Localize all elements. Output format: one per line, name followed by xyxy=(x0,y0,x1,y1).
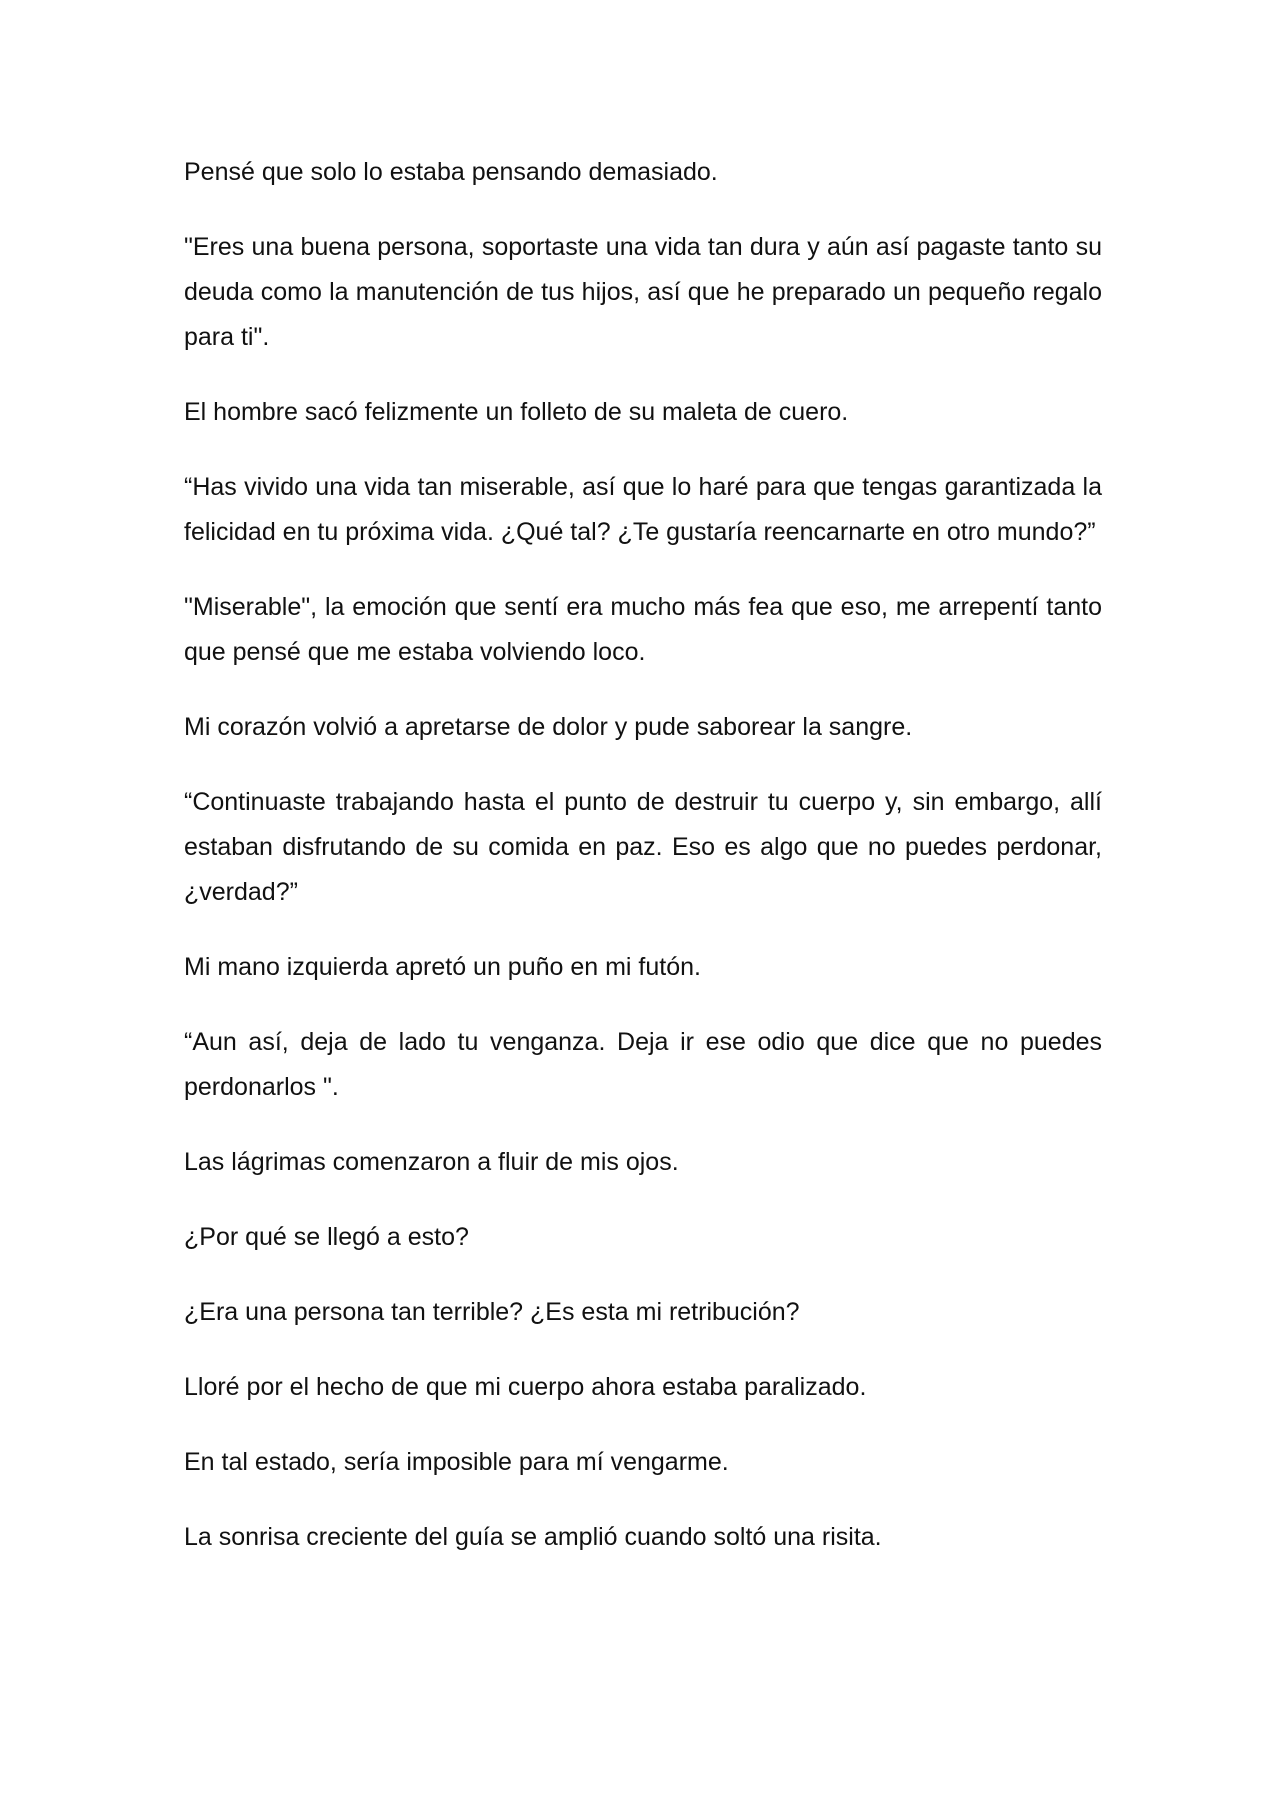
paragraph-14: En tal estado, sería imposible para mí vengarme. xyxy=(184,1448,729,1476)
paragraph-13: Lloré por el hecho de que mi cuerpo ahora estaba paralizado. xyxy=(184,1373,867,1401)
paragraph-11: ¿Por qué se llegó a esto? xyxy=(184,1223,469,1251)
paragraph-5: "Miserable", la emoción que sentí era mucho más fea que eso, me arrepentí tanto que pensé que me estaba volviendo loco. xyxy=(184,593,1102,666)
paragraph-6: Mi corazón volvió a apretarse de dolor y pude saborear la sangre. xyxy=(184,713,913,741)
paragraph-4: “Has vivido una vida tan miserable, así que lo haré para que tengas garantizada la felicidad en tu próxima vida. ¿Qué tal? ¿Te gustaría reencarnarte en otro mundo?” xyxy=(184,473,1102,546)
paragraph-9: “Aun así, deja de lado tu venganza. Deja ir ese odio que dice que no puedes perdonarlos ". xyxy=(184,1028,1102,1101)
paragraph-3: El hombre sacó felizmente un folleto de su maleta de cuero. xyxy=(184,398,849,426)
paragraph-12: ¿Era una persona tan terrible? ¿Es esta mi retribución? xyxy=(184,1298,800,1326)
paragraph-7: “Continuaste trabajando hasta el punto de destruir tu cuerpo y, sin embargo, allí estaban disfrutando de su comida en paz. Eso es algo que no puedes perdonar, ¿verdad?” xyxy=(184,788,1102,906)
document-body xyxy=(184,150,1102,1590)
paragraph-15: La sonrisa creciente del guía se amplió cuando soltó una risita. xyxy=(184,1523,882,1551)
paragraph-2: "Eres una buena persona, soportaste una vida tan dura y aún así pagaste tanto su deuda como la manutención de tus hijos, así que he preparado un pequeño regalo para ti". xyxy=(184,233,1102,351)
paragraph-1: Pensé que solo lo estaba pensando demasiado. xyxy=(184,158,718,186)
paragraph-8: Mi mano izquierda apretó un puño en mi futón. xyxy=(184,953,701,981)
paragraph-10: Las lágrimas comenzaron a fluir de mis ojos. xyxy=(184,1148,679,1176)
